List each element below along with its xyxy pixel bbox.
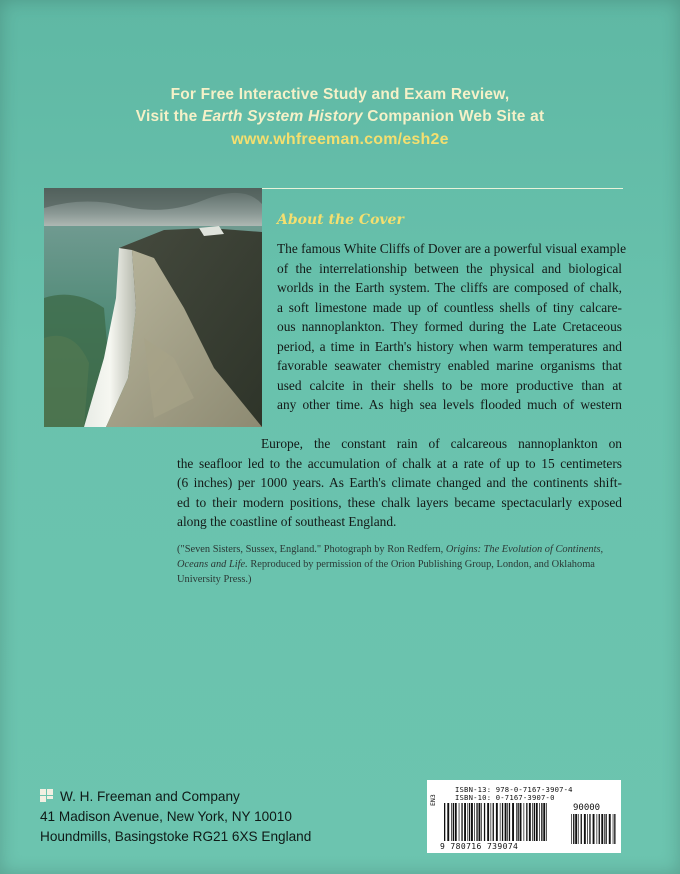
barcode-bar xyxy=(587,814,588,844)
promo-line-2-start: Visit the xyxy=(135,108,203,125)
barcode-bar xyxy=(447,803,449,841)
text-line: a soft limestone made up of countless shells of tiny calcare- xyxy=(277,299,622,315)
barcode-bar xyxy=(589,814,590,844)
barcode-bar xyxy=(578,814,579,844)
barcode-bar xyxy=(451,803,452,841)
barcode-bar xyxy=(487,803,489,841)
credit-text: ("Seven Sisters, Sussex, England." Photograph by Ron Redfern, xyxy=(177,544,446,555)
barcode-bar xyxy=(455,803,457,841)
barcode-bar xyxy=(481,803,482,841)
isbn-13: ISBN-13: 978-0-7167-3907-4 xyxy=(455,785,573,794)
text-line: ed to their modern positions, these chalk layers became spectacularly exposed xyxy=(177,494,622,510)
about-paragraph-bottom xyxy=(177,434,622,532)
barcode-bar xyxy=(539,803,540,841)
barcode-bar xyxy=(500,803,501,841)
cover-photo-white-cliffs xyxy=(44,188,262,427)
photo-credit xyxy=(177,542,622,587)
side-code: EN3 xyxy=(429,794,437,806)
barcode-bar xyxy=(496,803,498,841)
barcode-bar xyxy=(573,814,574,844)
text-line: The famous White Cliffs of Dover are a powerful visual example xyxy=(277,241,627,256)
barcode-bar xyxy=(599,814,600,844)
barcode-bar xyxy=(529,803,531,841)
publisher-block xyxy=(40,787,311,847)
barcode-bar xyxy=(541,803,542,841)
barcode-bar xyxy=(484,803,485,841)
barcode-bar xyxy=(464,803,466,841)
barcode-bar xyxy=(614,814,615,844)
barcode-bar xyxy=(534,803,535,841)
barcode-bar xyxy=(520,803,522,841)
barcode-bar xyxy=(516,803,517,841)
barcode-bar xyxy=(609,814,611,844)
barcode-bar xyxy=(526,803,527,841)
publisher-address-2: Houndmills, Basingstoke RG21 6XS England xyxy=(40,829,312,844)
barcode-bar xyxy=(536,803,538,841)
barcode-bar xyxy=(476,803,477,841)
barcode-bar xyxy=(543,803,545,841)
barcode-bar xyxy=(471,803,473,841)
barcode-bar xyxy=(593,814,595,844)
isbn-10: ISBN-10: 0-7167-3907-0 xyxy=(455,793,555,802)
text-line: along the coastline of southeast England. xyxy=(177,514,397,529)
text-line: used calcite in their shells to be more productive than at xyxy=(277,377,622,393)
about-the-cover-heading: About the Cover xyxy=(277,212,404,228)
promo-line-2 xyxy=(0,108,680,126)
text-line: worlds in the Earth system. The cliffs are composed of chalk, xyxy=(277,280,622,295)
price-code: 90000 xyxy=(573,803,601,813)
text-line: (6 inches) per 1000 years. As Earth's climate changed and the continents shift- xyxy=(177,475,622,490)
barcode-bar xyxy=(606,814,607,844)
barcode-bar xyxy=(532,803,533,841)
barcode-bar xyxy=(571,814,572,844)
credit-text-end: Reproduced by permission of the Orion Publishing Group, London, and Oklahoma University Press.) xyxy=(177,559,595,585)
barcode-bar xyxy=(509,803,510,841)
publisher-name-row xyxy=(40,787,311,807)
barcode-bar xyxy=(491,803,492,841)
barcode-bar xyxy=(479,803,481,841)
ean-digits: 9 780716 739074 xyxy=(440,842,519,851)
barcode-bar xyxy=(502,803,503,841)
barcode-bar xyxy=(601,814,603,844)
text-line: ous nannoplankton. They formed during the Late Cretaceous xyxy=(277,319,622,334)
barcode-bar xyxy=(597,814,598,844)
barcode-bar xyxy=(461,803,462,841)
barcode-bar xyxy=(581,814,582,844)
barcode-bar xyxy=(453,803,454,841)
credit-book-title: Origins: The Evolution of Continents, Oceans and Life. xyxy=(177,544,604,570)
text-line: Europe, the constant rain of calcareous nannoplankton on xyxy=(261,436,622,451)
about-paragraph-top xyxy=(277,239,627,415)
barcode-bar xyxy=(507,803,508,841)
barcode-bar xyxy=(575,814,577,844)
barcode-bar xyxy=(467,803,468,841)
barcode-bar xyxy=(505,803,507,841)
barcode-bar xyxy=(493,803,494,841)
barcode-bar xyxy=(459,803,460,841)
barcode-bar xyxy=(584,814,586,844)
barcode-bar xyxy=(546,803,547,841)
isbn-barcode-block xyxy=(427,780,621,853)
text-line: period, a time in Earth's history when warm temperatures and xyxy=(277,338,622,354)
text-line: the seafloor led to the accumulation of chalk at a rate of up to 15 centimeters xyxy=(177,455,622,471)
text-line: favorable seawater chemistry enabled marine organisms that xyxy=(277,358,622,373)
barcode-bar xyxy=(518,803,519,841)
publisher-address-1: 41 Madison Avenue, New York, NY 10010 xyxy=(40,809,292,824)
barcode-bar xyxy=(444,803,445,841)
promo-line-2-end: Companion Web Site at xyxy=(362,108,545,125)
companion-url[interactable]: www.whfreeman.com/esh2e xyxy=(231,131,449,148)
publisher-name: W. H. Freeman and Company xyxy=(60,789,240,804)
barcode-bar xyxy=(474,803,475,841)
text-line: any other time. As high sea levels flooded much of western xyxy=(277,397,622,412)
book-title: Earth System History xyxy=(202,108,363,125)
barcode-bar xyxy=(512,803,514,841)
barcode-bar xyxy=(604,814,605,844)
promo-line-1: For Free Interactive Study and Exam Review, xyxy=(170,86,510,103)
barcode-bar xyxy=(469,803,470,841)
publisher-logo-icon xyxy=(40,789,53,802)
barcode-bar xyxy=(524,803,525,841)
text-line: of the interrelationship between the physical and biological xyxy=(277,260,622,276)
barcode-bar xyxy=(613,814,614,844)
